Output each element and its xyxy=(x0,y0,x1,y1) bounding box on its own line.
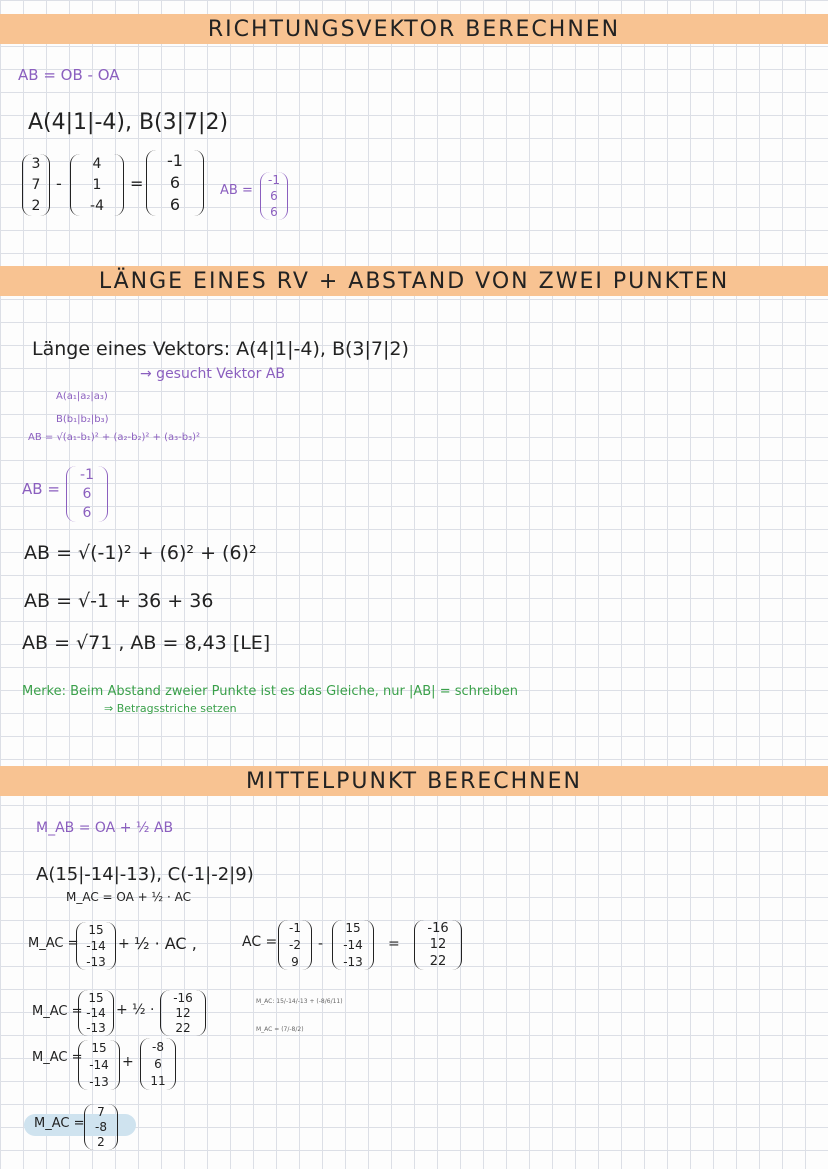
vector-oa-2: 15 -14 -13 xyxy=(78,990,114,1036)
midpoint-formula-ac: M_AC = OA + ½ · AC xyxy=(66,890,191,904)
direction-vector-formula: AB = OB - OA xyxy=(18,66,120,84)
vector-oa-ac: 15 -14 -13 xyxy=(332,920,374,970)
side-note-2: M_AC = (7/-8/2) xyxy=(256,1026,304,1033)
points-ac: A(15|-14|-13), C(-1|-2|9) xyxy=(36,864,254,885)
length-step-2: AB = √-1 + 36 + 36 xyxy=(24,590,214,612)
general-length-formula: AB = √(a₁-b₁)² + (a₂-b₂)² + (a₃-b₃)² xyxy=(28,432,201,443)
minus-sign: - xyxy=(56,174,62,193)
plus-1: + xyxy=(118,936,130,952)
vector-oa-3: 15 -14 -13 xyxy=(78,1040,120,1090)
plus-2: + xyxy=(116,1002,128,1018)
mac-result-label: M_AC = xyxy=(34,1116,85,1131)
note-merke: Merke: Beim Abstand zweier Punkte ist es das Gleiche, nur |AB| = schreiben xyxy=(22,684,519,699)
general-point-a: A(a₁|a₂|a₃) xyxy=(56,391,108,402)
vector-ac-result: -16 12 22 xyxy=(414,920,462,970)
side-note-1: M_AC: 15/-14/-13 + (-8/6/11) xyxy=(256,998,343,1005)
mac-label-1: M_AC = xyxy=(28,936,79,951)
section-title-richtungsvektor: RICHTUNGSVEKTOR BERECHNEN xyxy=(207,17,621,42)
general-point-b: B(b₁|b₂|b₃) xyxy=(56,414,109,425)
equals-ac: = xyxy=(388,936,400,952)
length-step-3: AB = √71 , AB = 8,43 [LE] xyxy=(22,632,271,654)
ab-result-label: AB = xyxy=(220,183,253,198)
ab-vector-label: AB = xyxy=(22,480,60,498)
mac-label-3: M_AC = xyxy=(32,1050,83,1065)
minus-ac: - xyxy=(318,936,324,952)
half-ac-1: ½ · AC , xyxy=(134,934,197,953)
ab-vector: -1 6 6 xyxy=(66,466,108,522)
vector-oa-1: 15 -14 -13 xyxy=(76,922,116,970)
section-title-mittelpunkt: MITTELPUNKT BERECHNEN xyxy=(246,769,582,794)
length-intro: Länge eines Vektors: A(4|1|-4), B(3|7|2) xyxy=(32,338,409,360)
vector-c: -1 -2 9 xyxy=(278,920,312,970)
vector-a: 4 1 -4 xyxy=(70,154,124,216)
sought-vector: → gesucht Vektor AB xyxy=(140,366,286,382)
note-betragsstriche: ⇒ Betragsstriche setzen xyxy=(104,702,237,715)
equals-sign: = xyxy=(130,174,144,193)
section-title-laenge: LÄNGE EINES RV + ABSTAND VON ZWEI PUNKTEN xyxy=(98,269,730,294)
ab-result-vector: -1 6 6 xyxy=(260,172,288,220)
mac-result-vector: 7 -8 2 xyxy=(84,1104,118,1150)
points-ab: A(4|1|-4), B(3|7|2) xyxy=(28,110,229,135)
half-2: ½ · xyxy=(132,1002,155,1018)
vector-half-ac: -8 6 11 xyxy=(140,1038,176,1090)
vector-b: 3 7 2 xyxy=(22,154,50,216)
vector-ac-2: -16 12 22 xyxy=(160,990,206,1036)
mac-label-2: M_AC = xyxy=(32,1004,83,1019)
vector-ab-result: -1 6 6 xyxy=(146,150,204,216)
midpoint-formula: M_AB = OA + ½ AB xyxy=(36,820,174,836)
plus-3: + xyxy=(122,1054,134,1070)
length-step-1: AB = √(-1)² + (6)² + (6)² xyxy=(24,542,257,564)
ac-label: AC = xyxy=(242,934,278,950)
